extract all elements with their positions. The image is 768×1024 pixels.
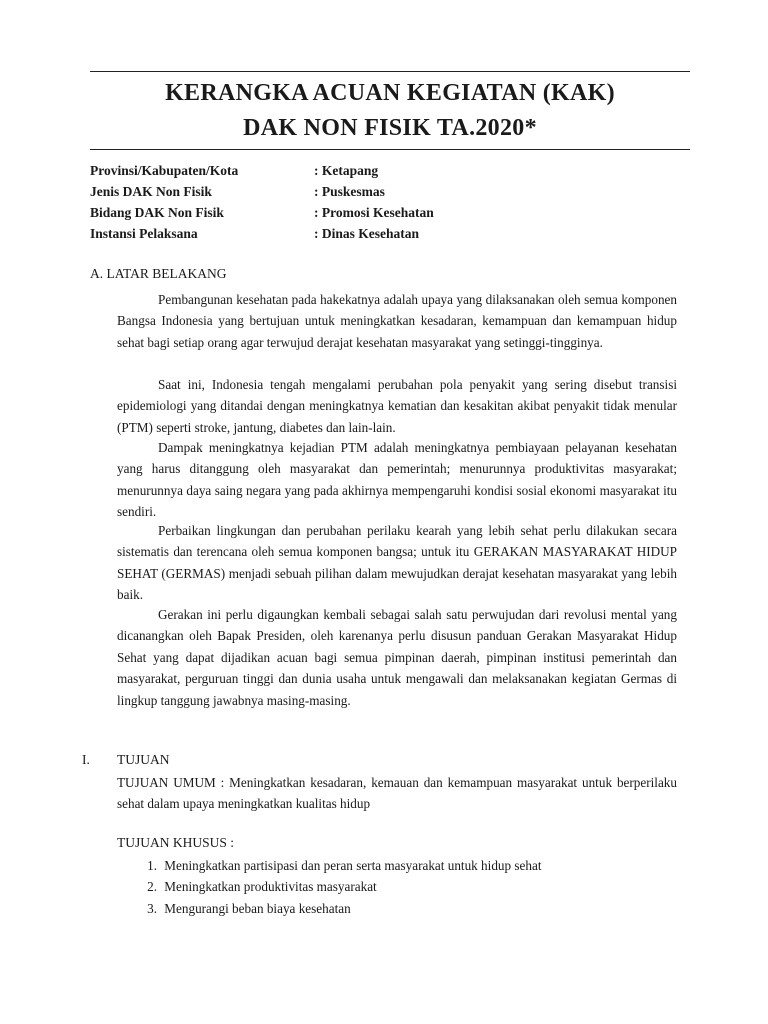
- meta-label: Jenis DAK Non Fisik: [90, 184, 212, 199]
- list-number: 3.: [147, 900, 157, 916]
- list-number: 2.: [147, 879, 157, 895]
- document-subtitle: DAK NON FISIK TA.2020*: [243, 115, 537, 141]
- meta-label: Bidang DAK Non Fisik: [90, 205, 224, 220]
- list-item: [117, 876, 542, 897]
- paragraph: Perbaikan lingkungan dan perubahan perilaku kearah yang lebih sehat perlu dilakukan secara sistematis dan terencana oleh semua komponen bangsa; untuk itu GERAKAN MASYARAKAT HIDUP SEHAT (GERMAS) menjadi sebuah pilihan dalam mewujudkan derajat kesehatan masyarakat yang lebih baik.: [117, 523, 677, 603]
- list-item: [117, 898, 542, 919]
- section-a-heading: A. LATAR BELAKANG: [90, 266, 227, 281]
- meta-value: : Dinas Kesehatan: [314, 226, 420, 241]
- meta-label: Provinsi/Kabupaten/Kota: [90, 163, 239, 178]
- paragraph: Pembangunan kesehatan pada hakekatnya adalah upaya yang dilaksanakan oleh semua komponen Bangsa Indonesia yang bertujuan untuk meningkatkan kesadaran, kemampuan dan kemampuan hidup sehat bagi setiap orang agar terwujud derajat kesehatan masyarakat yang setinggi-tingginya.: [117, 292, 677, 350]
- meta-value: : Promosi Kesehatan: [314, 205, 434, 220]
- meta-row: [90, 223, 690, 244]
- meta-value: : Puskesmas: [314, 184, 385, 199]
- meta-row: [90, 202, 690, 223]
- section-number: I.: [82, 752, 90, 767]
- top-rule: [90, 71, 690, 72]
- list-text: Mengurangi beban biaya kesehatan: [164, 900, 351, 916]
- list-text: Meningkatkan partisipasi dan peran serta masyarakat untuk hidup sehat: [164, 858, 542, 873]
- bottom-rule: [90, 149, 690, 150]
- meta-value: : Ketapang: [314, 163, 379, 178]
- meta-block: [90, 160, 690, 244]
- paragraph: Gerakan ini perlu digaungkan kembali sebagai salah satu perwujudan dari revolusi mental yang dicanangkan oleh Bapak Presiden, oleh karenanya perlu disusun panduan Gerakan Masyarakat Hidup Sehat yang dapat dijadikan acuan bagi semua pimpinan daerah, pimpinan institusi pemerintah dan masyarakat, perguruan tinggi dan dunia usaha untuk mengawali dan melaksanakan kegiatan Germas di lingkup tanggung jawabnya masing-masing.: [117, 607, 677, 708]
- tujuan-khusus-list: [117, 855, 542, 919]
- section-tujuan-heading: TUJUAN: [117, 752, 170, 767]
- paragraph: Dampak meningkatnya kejadian PTM adalah meningkatnya pembiayaan pelayanan kesehatan yang harus ditanggung oleh masyarakat dan pemerintah; menurunnya produktivitas masyarakat; menurunnya daya saing negara yang pada akhirnya mempengaruhi kondisi sosial ekonomi masyarakat itu sendiri.: [117, 440, 677, 520]
- tujuan-umum: TUJUAN UMUM : Meningkatkan kesadaran, kemauan dan kemampuan masyarakat untuk berperilaku sehat dalam upaya meningkatkan kualitas hidup: [117, 775, 677, 812]
- document-title: KERANGKA ACUAN KEGIATAN (KAK): [165, 80, 615, 106]
- paragraph: Saat ini, Indonesia tengah mengalami perubahan pola penyakit yang sering disebut transisi epidemiologi yang ditandai dengan meningkatnya kematian dan kesakitan akibat penyakit tidak menular (PTM) seperti stroke, jantung, diabetes dan lain-lain.: [117, 377, 677, 435]
- tujuan-khusus-heading: TUJUAN KHUSUS :: [117, 835, 235, 850]
- list-item: [117, 855, 542, 876]
- meta-row: [90, 160, 690, 181]
- list-text: Meningkatkan produktivitas masyarakat: [164, 879, 377, 895]
- meta-row: [90, 181, 690, 202]
- meta-label: Instansi Pelaksana: [90, 226, 198, 241]
- list-number: 1.: [147, 858, 157, 873]
